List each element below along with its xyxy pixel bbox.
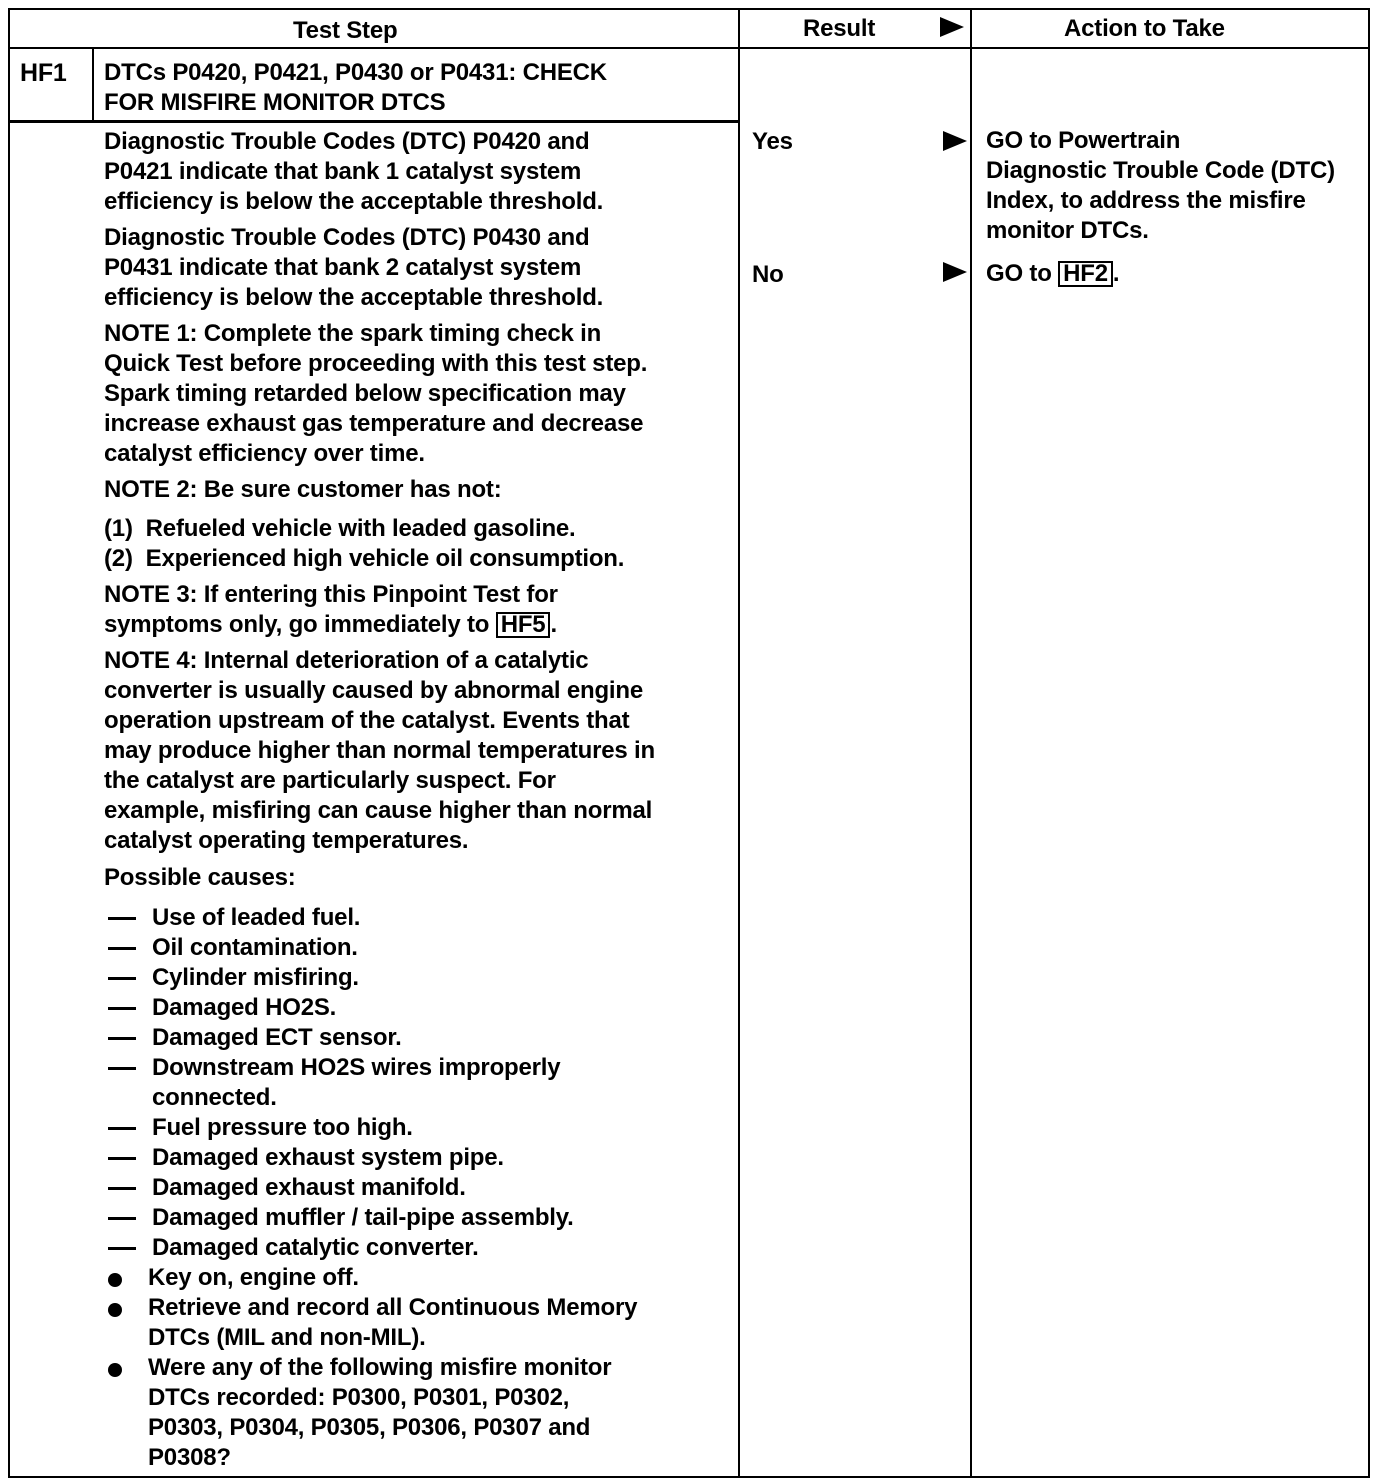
header-test-step: Test Step bbox=[293, 17, 398, 44]
note-4-line: operation upstream of the catalyst. Events that bbox=[104, 707, 630, 734]
cause-item: Fuel pressure too high. bbox=[152, 1114, 413, 1141]
result-no: No bbox=[752, 261, 784, 288]
column-divider-result bbox=[970, 8, 972, 1478]
cause-item: Damaged catalytic converter. bbox=[152, 1234, 479, 1261]
note-1-line: Quick Test before proceeding with this test step. bbox=[104, 350, 648, 377]
hf5-link[interactable]: HF5 bbox=[496, 612, 551, 638]
table-right-border bbox=[1368, 8, 1370, 1478]
cause-item: Damaged muffler / tail-pipe assembly. bbox=[152, 1204, 574, 1231]
body-line: efficiency is below the acceptable threshold. bbox=[104, 188, 604, 215]
step-title-line-2: FOR MISFIRE MONITOR DTCS bbox=[104, 89, 446, 116]
possible-causes-heading: Possible causes: bbox=[104, 864, 296, 891]
result-yes-arrow-icon bbox=[943, 131, 967, 151]
dash-icon bbox=[108, 977, 136, 980]
cause-item: Cylinder misfiring. bbox=[152, 964, 359, 991]
action-yes-line: Index, to address the misfire bbox=[986, 187, 1306, 214]
dash-icon bbox=[108, 1247, 136, 1250]
hf2-link[interactable]: HF2 bbox=[1058, 261, 1113, 287]
table-left-border bbox=[8, 8, 10, 1478]
note-4-line: catalyst operating temperatures. bbox=[104, 827, 469, 854]
dash-icon bbox=[108, 1067, 136, 1070]
dash-icon bbox=[108, 1187, 136, 1190]
dash-icon bbox=[108, 1157, 136, 1160]
result-no-arrow-icon bbox=[943, 262, 967, 282]
note-2-line: NOTE 2: Be sure customer has not: bbox=[104, 476, 502, 503]
question-line: Were any of the following misfire monitor bbox=[148, 1354, 612, 1381]
dash-icon bbox=[108, 1037, 136, 1040]
action-no-prefix: GO to bbox=[986, 260, 1052, 287]
action-yes-line: Diagnostic Trouble Code (DTC) bbox=[986, 157, 1335, 184]
step-id-divider bbox=[92, 48, 94, 122]
note-2-item: (2) Experienced high vehicle oil consumption. bbox=[104, 545, 625, 572]
column-divider-test-step bbox=[738, 8, 740, 1478]
bullet-item-continued: DTCs (MIL and non-MIL). bbox=[148, 1324, 426, 1351]
header-action: Action to Take bbox=[1064, 15, 1225, 42]
cause-item: Use of leaded fuel. bbox=[152, 904, 361, 931]
header-result: Result bbox=[803, 15, 876, 42]
header-separator bbox=[8, 47, 1370, 49]
cause-item: Damaged exhaust manifold. bbox=[152, 1174, 466, 1201]
bullet-icon bbox=[108, 1363, 122, 1377]
step-title-line-1: DTCs P0420, P0421, P0430 or P0431: CHECK bbox=[104, 59, 607, 86]
header-arrow-icon bbox=[940, 17, 964, 37]
question-line: DTCs recorded: P0300, P0301, P0302, bbox=[148, 1384, 570, 1411]
action-no bbox=[986, 259, 1119, 289]
dash-icon bbox=[108, 917, 136, 920]
cause-item-continued: connected. bbox=[152, 1084, 277, 1111]
body-line: Diagnostic Trouble Codes (DTC) P0430 and bbox=[104, 224, 590, 251]
bullet-item: Key on, engine off. bbox=[148, 1264, 359, 1291]
action-no-suffix: . bbox=[1112, 260, 1120, 287]
dash-icon bbox=[108, 947, 136, 950]
note-1-line: increase exhaust gas temperature and decrease bbox=[104, 410, 644, 437]
note-4-line: converter is usually caused by abnormal engine bbox=[104, 677, 643, 704]
body-line: P0431 indicate that bank 2 catalyst system bbox=[104, 254, 582, 281]
body-line: efficiency is below the acceptable threshold. bbox=[104, 284, 604, 311]
note-4-line: NOTE 4: Internal deterioration of a catalytic bbox=[104, 647, 589, 674]
note-4-line: example, misfiring can cause higher than normal bbox=[104, 797, 653, 824]
cause-item: Damaged ECT sensor. bbox=[152, 1024, 402, 1051]
dash-icon bbox=[108, 1217, 136, 1220]
dash-icon bbox=[108, 1007, 136, 1010]
note-1-line: NOTE 1: Complete the spark timing check in bbox=[104, 320, 602, 347]
question-line: P0308? bbox=[148, 1444, 231, 1471]
cause-item: Damaged exhaust system pipe. bbox=[152, 1144, 504, 1171]
action-yes-line: GO to Powertrain bbox=[986, 127, 1181, 154]
note-3-text: symptoms only, go immediately to bbox=[104, 611, 490, 638]
table-top-border bbox=[8, 8, 1370, 10]
note-1-line: catalyst efficiency over time. bbox=[104, 440, 425, 467]
bullet-item: Retrieve and record all Continuous Memory bbox=[148, 1294, 638, 1321]
note-1-line: Spark timing retarded below specification may bbox=[104, 380, 626, 407]
note-4-line: the catalyst are particularly suspect. For bbox=[104, 767, 556, 794]
action-yes-line: monitor DTCs. bbox=[986, 217, 1149, 244]
result-yes: Yes bbox=[752, 128, 793, 155]
note-2-item: (1) Refueled vehicle with leaded gasoline. bbox=[104, 515, 576, 542]
note-4-line: may produce higher than normal temperatures in bbox=[104, 737, 655, 764]
cause-item: Damaged HO2S. bbox=[152, 994, 337, 1021]
body-line: Diagnostic Trouble Codes (DTC) P0420 and bbox=[104, 128, 590, 155]
body-line: P0421 indicate that bank 1 catalyst system bbox=[104, 158, 582, 185]
cause-item: Oil contamination. bbox=[152, 934, 358, 961]
dash-icon bbox=[108, 1127, 136, 1130]
step-title-underline bbox=[8, 120, 738, 123]
table-bottom-border bbox=[8, 1476, 1370, 1478]
note-3-line: symptoms only, go immediately to HF5 . bbox=[104, 611, 557, 638]
step-id: HF1 bbox=[20, 59, 67, 87]
bullet-icon bbox=[108, 1303, 122, 1317]
bullet-icon bbox=[108, 1273, 122, 1287]
question-line: P0303, P0304, P0305, P0306, P0307 and bbox=[148, 1414, 591, 1441]
note-3-line: NOTE 3: If entering this Pinpoint Test for bbox=[104, 581, 558, 608]
cause-item: Downstream HO2S wires improperly bbox=[152, 1054, 561, 1081]
